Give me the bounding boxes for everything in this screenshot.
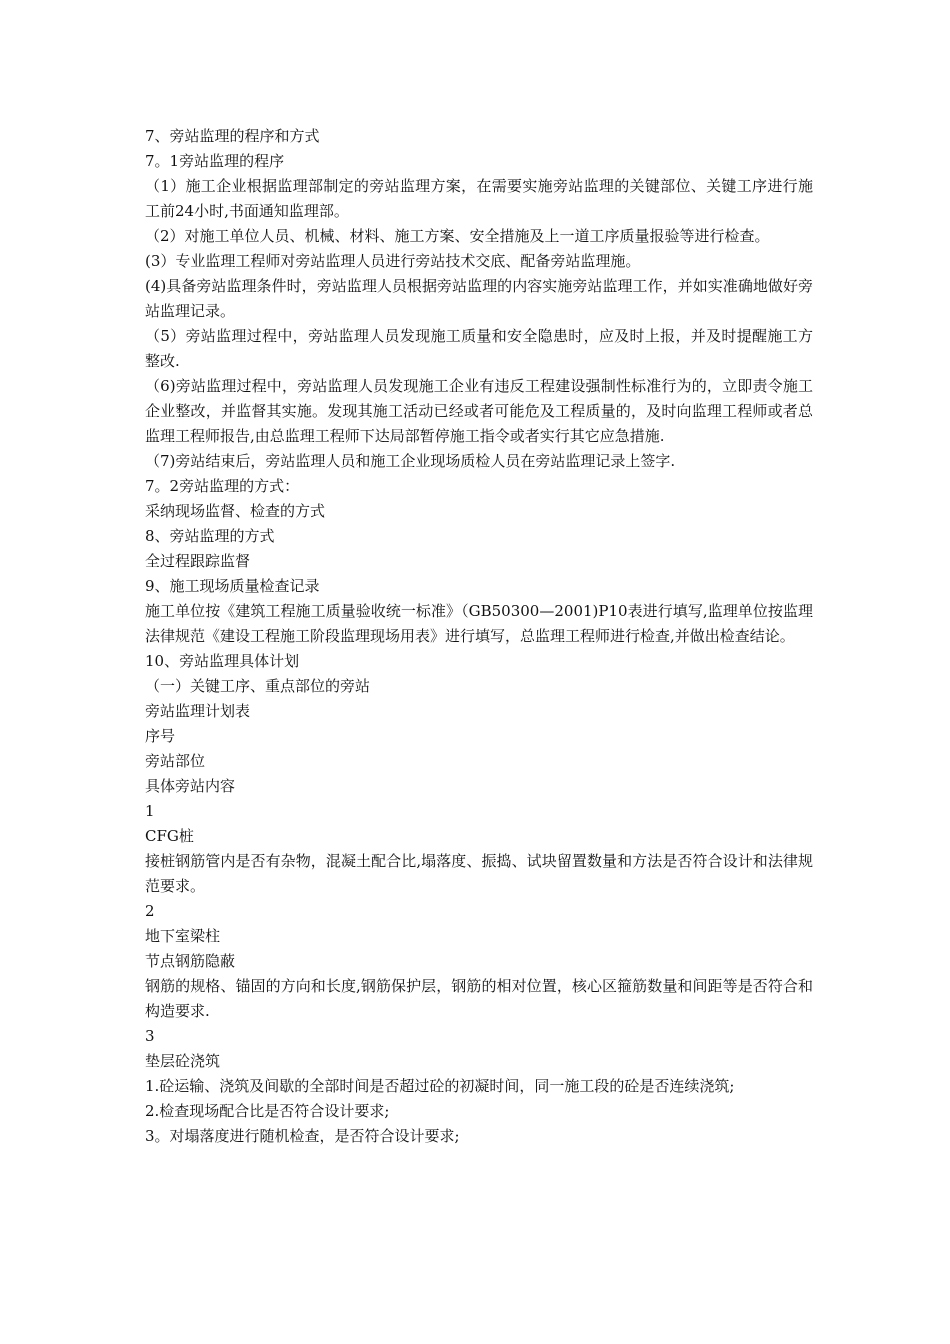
paragraph: （6)旁站监理过程中，旁站监理人员发现施工企业有违反工程建设强制性标准行为的，立即责令施工企业整改，并监督其实施。发现其施工活动已经或者可能危及工程质量的，及时向监理工程师或者总监理工程师报告,由总监理工程师下达局部暂停施工指令或者实行其它应急措施. [145, 377, 813, 445]
table-cell: 3。对塌落度进行随机检查，是否符合设计要求; [145, 1127, 460, 1145]
section-heading: 8、旁站监理的方式 [145, 527, 275, 545]
section-heading: 7、旁站监理的程序和方式 [145, 127, 320, 145]
table-cell: 节点钢筋隐蔽 [145, 952, 236, 970]
subsection-heading: 7。2旁站监理的方式： [145, 477, 300, 495]
paragraph: 采纳现场监督、检查的方式 [145, 502, 326, 520]
table-header-cell: 旁站部位 [145, 752, 206, 770]
table-cell: 1 [145, 802, 155, 820]
table-cell: 钢筋的规格、锚固的方向和长度,钢筋保护层，钢筋的相对位置，核心区箍筋数量和间距等是否符合和构造要求. [145, 977, 813, 1020]
paragraph: 全过程跟踪监督 [145, 552, 251, 570]
table-cell: CFG桩 [145, 827, 194, 845]
document-body [145, 124, 813, 1149]
paragraph: (3）专业监理工程师对旁站监理人员进行旁站技术交底、配备旁站监理施。 [145, 252, 641, 270]
subsection-heading: （一）关键工序、重点部位的旁站 [145, 677, 371, 695]
table-cell: 接桩钢筋管内是否有杂物，混凝土配合比,塌落度、振捣、试块留置数量和方法是否符合设计和法律规范要求。 [145, 852, 813, 895]
section-heading: 9、施工现场质量检查记录 [145, 577, 320, 595]
table-cell: 垫层砼浇筑 [145, 1052, 221, 1070]
paragraph: (4)具备旁站监理条件时，旁站监理人员根据旁站监理的内容实施旁站监理工作，并如实准确地做好旁站监理记录。 [145, 277, 813, 320]
table-cell: 地下室梁柱 [145, 927, 221, 945]
paragraph: （7)旁站结束后，旁站监理人员和施工企业现场质检人员在旁站监理记录上签字. [145, 452, 676, 470]
table-cell: 2.检查现场配合比是否符合设计要求; [145, 1102, 390, 1120]
table-header-cell: 序号 [145, 727, 176, 745]
table-cell: 2 [145, 902, 155, 920]
paragraph: （5）旁站监理过程中，旁站监理人员发现施工质量和安全隐患时，应及时上报，并及时提醒施工方整改. [145, 327, 813, 370]
table-header-cell: 具体旁站内容 [145, 777, 236, 795]
subsection-heading: 7。1旁站监理的程序 [145, 152, 285, 170]
table-cell: 1.砼运输、浇筑及间歇的全部时间是否超过砼的初凝时间，同一施工段的砼是否连续浇筑; [145, 1077, 735, 1095]
paragraph: （1）施工企业根据监理部制定的旁站监理方案，在需要实施旁站监理的关键部位、关键工序进行施工前24小时,书面通知监理部。 [145, 177, 813, 220]
paragraph: （2）对施工单位人员、机械、材料、施工方案、安全措施及上一道工序质量报验等进行检查。 [145, 227, 770, 245]
section-heading: 10、旁站监理具体计划 [145, 652, 300, 670]
paragraph: 施工单位按《建筑工程施工质量验收统一标准》（GB50300—2001)P10表进行填写,监理单位按监理法律规范《建设工程施工阶段监理现场用表》进行填写，总监理工程师进行检查,并做出检查结论。 [145, 602, 813, 645]
table-cell: 3 [145, 1027, 155, 1045]
table-title: 旁站监理计划表 [145, 702, 251, 720]
